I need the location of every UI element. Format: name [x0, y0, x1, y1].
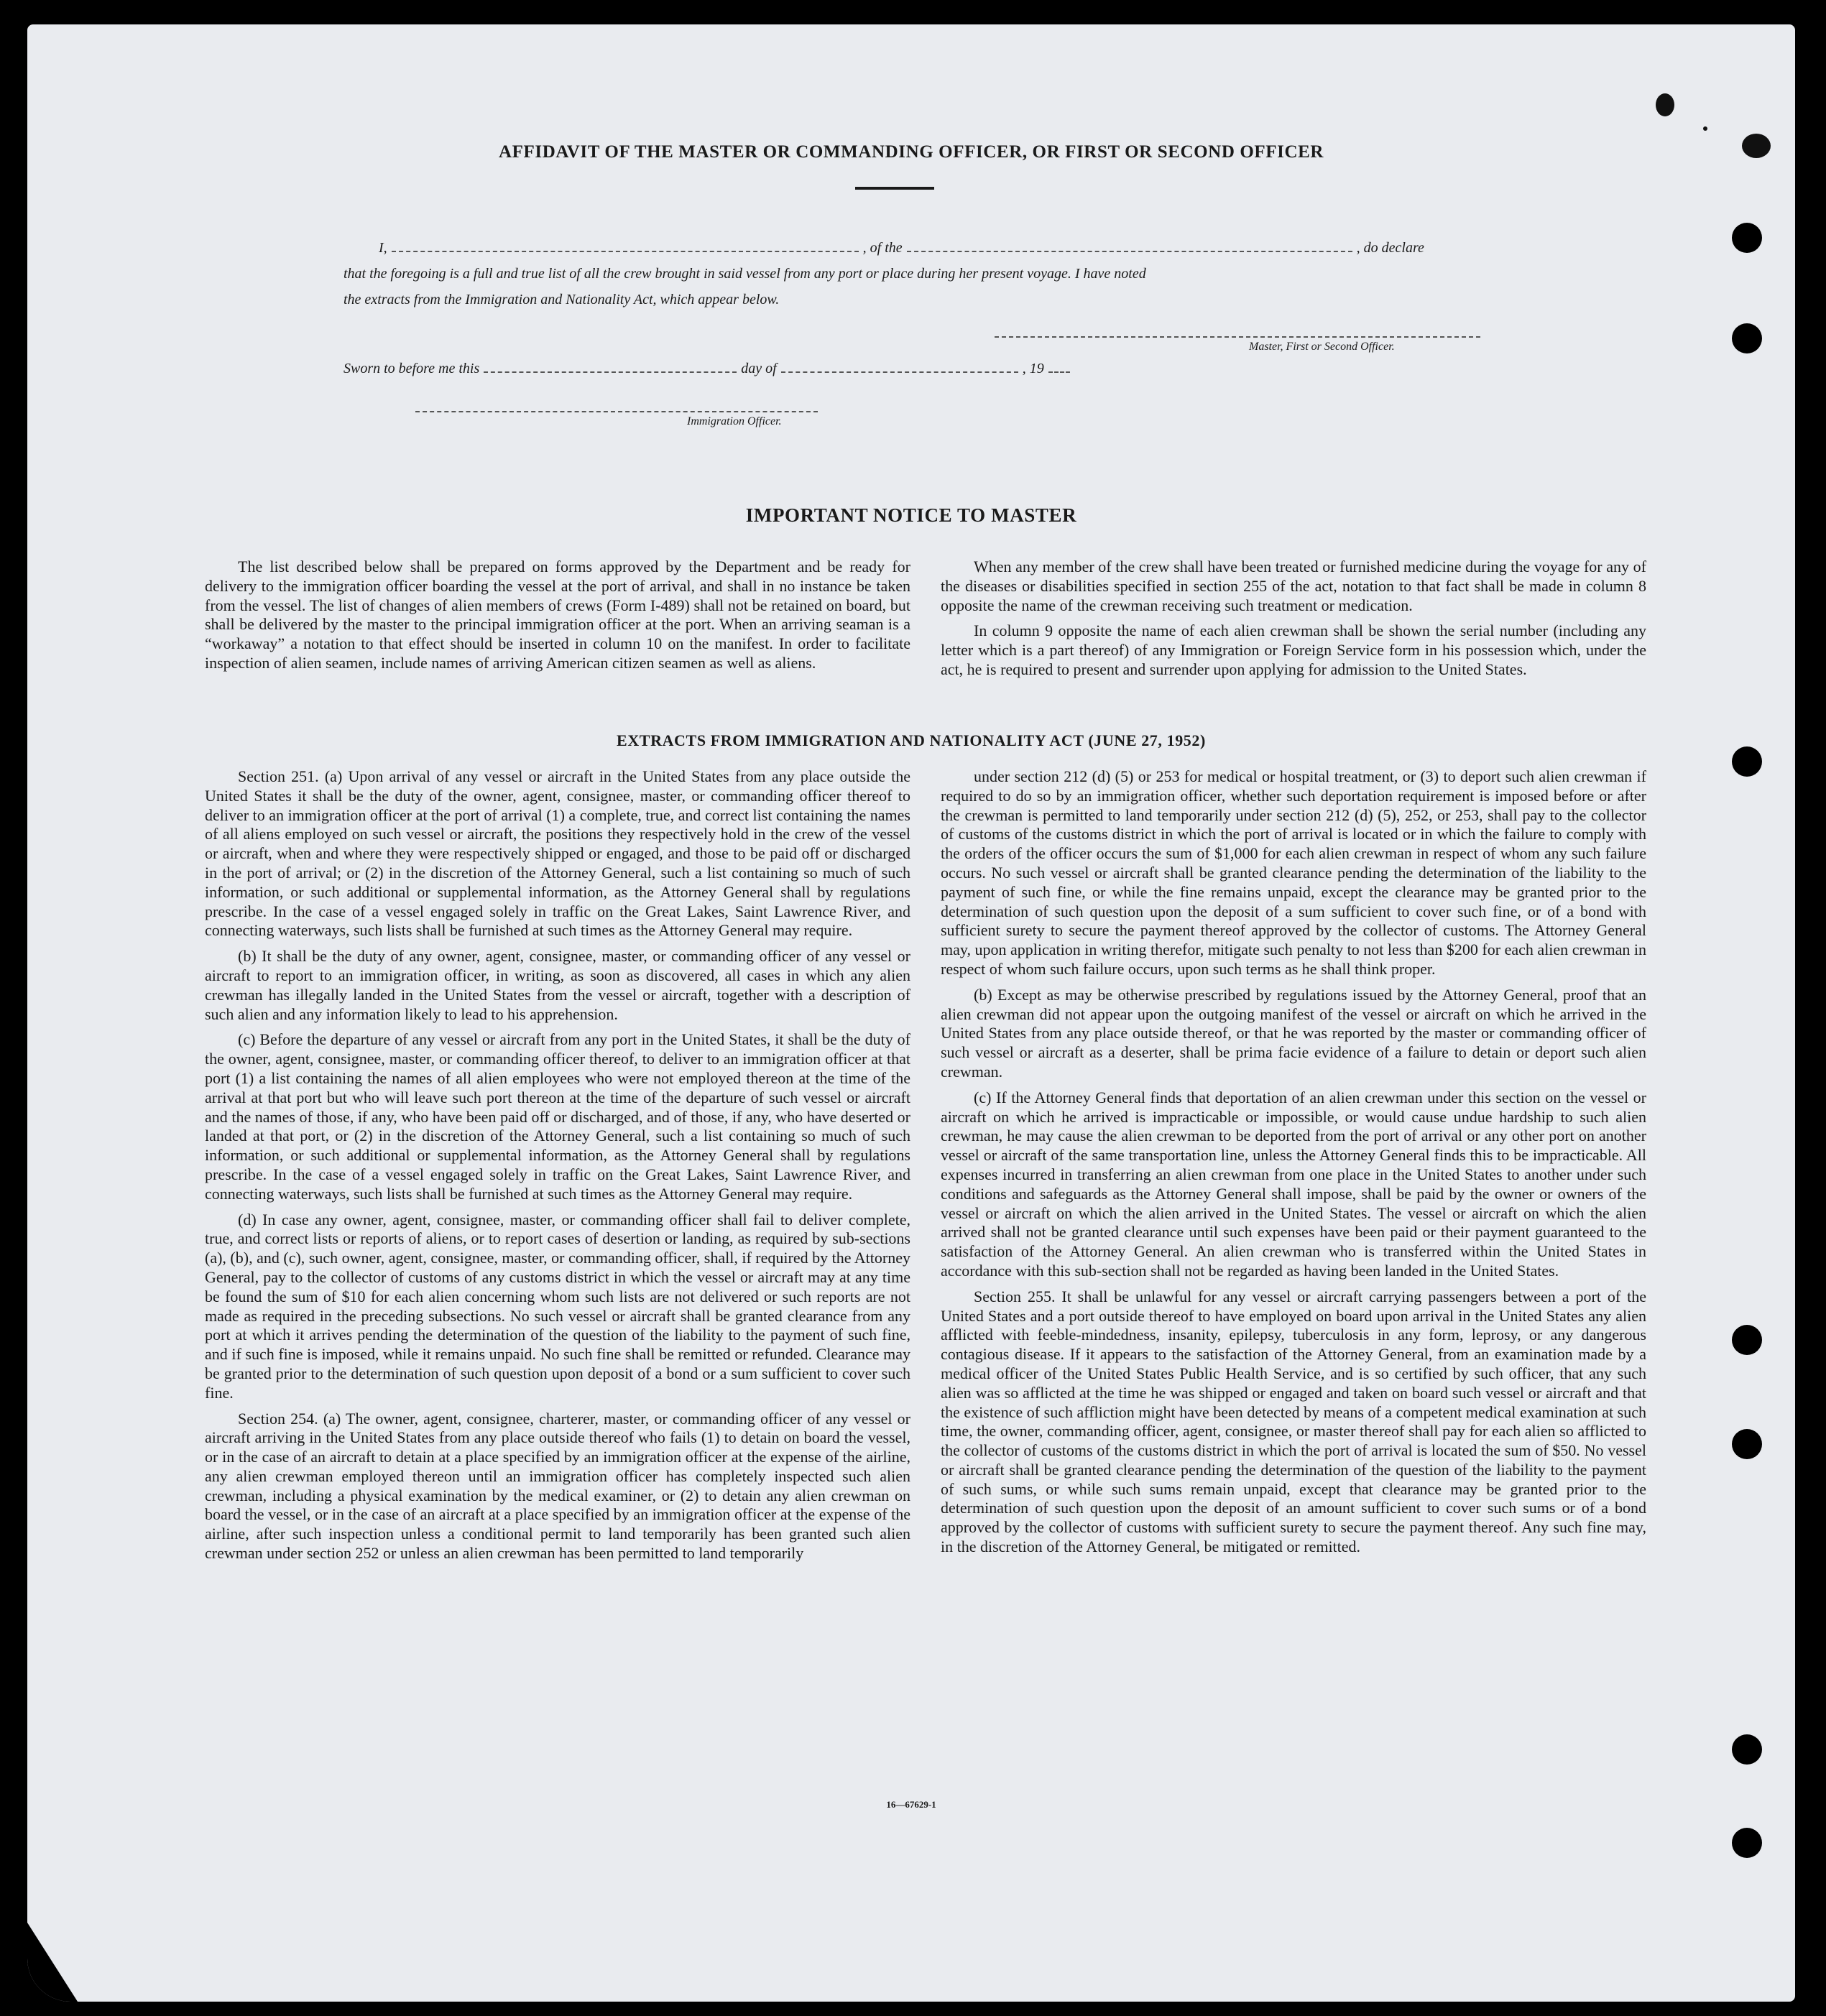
form-code: 16—67629-1 — [886, 1799, 936, 1810]
title-rule — [855, 187, 934, 190]
declaration-text-line-2: that the foregoing is a full and true list of all the crew brought in said vessel from any port or place during her present voyage. I have noted — [343, 266, 1146, 282]
notice-left-column — [205, 558, 910, 680]
declaration-text-line-3: the extracts from the Immigration and Nationality Act, which appear below. — [343, 292, 780, 308]
ink-speck — [1656, 93, 1674, 116]
extract-paragraph: Section 251. (a) Upon arrival of any vessel or aircraft in the United States from any place outside the United States it shall be the duty of the owner, agent, consignee, master, or commanding officer thereof to deliver to an immigration officer at the port of arrival (1) a complete, true, and correct list containing the names of all aliens employed on such vessel or aircraft, the positions they respectively hold in the crew of the vessel or aircraft, when and where they were respectively shipped or engaged, and those to be paid off or discharged in the port of arrival; or (2) in the discretion of the Attorney General, such a list containing so much of such information, or such additional or supplemental information, as the Attorney General shall by regulations prescribe. In the case of a vessel engaged solely in traffic on the Great Lakes, Saint Lawrence River, and connecting waterways, such lists shall be furnished at such times as the Attorney General may require. — [205, 767, 910, 940]
punch-hole — [1732, 1429, 1762, 1459]
sworn-year-blank[interactable] — [1048, 371, 1070, 373]
punch-hole — [1732, 1828, 1762, 1858]
ink-speck — [1703, 126, 1707, 131]
name-blank[interactable] — [392, 251, 859, 252]
document-page — [27, 24, 1795, 2002]
punch-hole — [1732, 1325, 1762, 1355]
vessel-blank[interactable] — [907, 251, 1352, 252]
officer-signature-line[interactable] — [415, 411, 818, 412]
sworn-day-blank[interactable] — [484, 371, 737, 373]
punch-hole — [1732, 323, 1762, 353]
sworn-line: Sworn to before me this day of , 19 — [343, 361, 1074, 377]
extracts-right-column — [941, 767, 1646, 1563]
master-signature-line[interactable] — [995, 336, 1480, 338]
notice-paragraph: The list described below shall be prepared on forms approved by the Department and be ready for delivery to the immigration officer boarding the vessel at the port of arrival, and shall in no instance be taken from the vessel. The list of changes of alien members of crews (Form I-489) shall not be retained on board, but shall be delivered by the master to the principal immigration officer at the port. When an arriving seaman is a “workaway” a notation to that effect should be inserted in column 10 on the manifest. In order to facilitate inspection of alien seamen, include names of arriving American citizen seamen as well as aliens. — [205, 558, 910, 672]
notice-paragraph: In column 9 opposite the name of each alien crewman shall be shown the serial number (including any letter which is a part thereof) of any Immigration or Foreign Service form in his possession which, under the act, he is required to present and surrender upon applying for admission to the United States. — [941, 621, 1646, 678]
punch-hole — [1732, 223, 1762, 253]
torn-corner — [27, 1923, 78, 2002]
extract-paragraph: Section 254. (a) The owner, agent, consignee, charterer, master, or commanding officer of any vessel or aircraft arriving in the United States from any place outside thereof who fails (1) to detain on board the vessel, or in the case of an aircraft to detain at a place specified by an immigration officer at the expense of the airline, any alien crewman employed thereon until an immigration officer has completely inspected such alien crewman, including a physical examination by the medical examiner, or (2) to detain any alien crewman on board the vessel, or in the case of an aircraft at a place specified by an immigration officer at the expense of the airline, after such inspection unless a conditional permit to land temporarily has been granted such alien crewman under section 252 or unless an alien crewman has been permitted to land temporarily — [205, 1409, 910, 1563]
extract-paragraph: (d) In case any owner, agent, consignee, master, or commanding officer shall fail to deliver complete, true, and correct lists or reports of aliens, or to report cases of desertion or landing, as required by sub-sections (a), (b), and (c), such owner, agent, consignee, master, or commanding officer, shall, if required by the Attorney General, pay to the collector of customs of any customs district in which the vessel or aircraft may at any time be found the sum of $10 for each alien concerning whom such lists are not delivered or such reports are not made as required in the preceding subsections. No such vessel or aircraft shall be granted clearance from any port at which it arrives pending the determination of the question of the liability to the payment of such fine, and if such fine is imposed, while it remains unpaid. No such fine shall be remitted or refunded. Clearance may be granted prior to the determination of such question upon deposit of a bond or a sum sufficient to cover such fine. — [205, 1210, 910, 1402]
punch-hole — [1732, 746, 1762, 777]
affidavit-title: AFFIDAVIT OF THE MASTER OR COMMANDING OFFICER, OR FIRST OR SECOND OFFICER — [498, 142, 1324, 162]
extract-paragraph: (c) Before the departure of any vessel or aircraft from any port in the United States, it shall be the duty of the owner, agent, consignee, master, or commanding officer thereof, to deliver to an immigration officer at that port (1) a list containing the names of all alien employees who were not employed thereon at the time of the arrival at that port but who will leave such port thereon at the time of the departure of such vessel or aircraft and the names of those, if any, who have been paid off or discharged, and of those, if any, who have deserted or landed at that port, or (2) in the discretion of the Attorney General, such a list containing so much of such information, or such additional or supplemental information, as the Attorney General shall by regulations prescribe. In the case of a vessel engaged solely in traffic on the Great Lakes, Saint Lawrence River, and connecting waterways, such lists shall be furnished at such times as the Attorney General may require. — [205, 1030, 910, 1203]
extracts-title: EXTRACTS FROM IMMIGRATION AND NATIONALITY ACT (JUNE 27, 1952) — [617, 731, 1206, 749]
declaration-line: I, , of the , do declare — [379, 240, 1424, 256]
officer-signature-label: Immigration Officer. — [687, 415, 782, 427]
extracts-left-column — [205, 767, 910, 1570]
punch-hole — [1732, 1734, 1762, 1765]
sworn-month-blank[interactable] — [781, 371, 1018, 373]
extract-paragraph: under section 212 (d) (5) or 253 for medical or hospital treatment, or (3) to deport such alien crewman if required to do so by an immigration officer, whether such deportation requirement is imposed before or after the crewman is permitted to land temporarily under section 212 (d) (5), 252, or 253, shall pay to the collector of customs of the customs district in which the port of arrival is located or in which the failure to comply with the orders of the officer occurs the sum of $1,000 for each alien crewman in respect of whom any such failure occurs. No such vessel or aircraft shall be granted clearance pending the determination of the liability to the payment of such fine, or while the fine remains unpaid, except the clearance may be granted prior to the determination of such question upon the deposit of a sum sufficient to cover such fine, or of a bond with sufficient surety to secure the payment thereof approved by the collector of customs. The Attorney General may, upon application in writing therefor, mitigate such penalty to not less than $200 for each alien crewman in respect of whom such failure occurs, upon such terms as he shall think proper. — [941, 767, 1646, 978]
notice-right-column — [941, 558, 1646, 686]
extract-paragraph: (b) It shall be the duty of any owner, agent, consignee, master, or commanding officer of any vessel or aircraft to report to an immigration officer, in writing, as soon as discovered, all cases in which any alien crewman has illegally landed in the United States from the vessel or aircraft, together with a description of such alien and any information likely to lead to his apprehension. — [205, 947, 910, 1023]
notice-title: IMPORTANT NOTICE TO MASTER — [745, 504, 1077, 526]
notice-paragraph: When any member of the crew shall have been treated or furnished medicine during the voyage for any of the diseases or disabilities specified in section 255 of the act, notation to that fact shall be made in column 8 opposite the name of the crewman receiving such treatment or medication. — [941, 558, 1646, 614]
extract-paragraph: Section 255. It shall be unlawful for any vessel or aircraft carrying passengers between a port of the United States and a port outside thereof to have employed on board upon arrival in the United States any alien afflicted with feeble-mindedness, insanity, epilepsy, tuberculosis in any form, leprosy, or any dangerous contagious disease. If it appears to the satisfaction of the Attorney General, from an examination made by a medical officer of the United States Public Health Service, and is so certified by such officer, that any such alien was so afflicted at the time he was shipped or engaged and taken on board such vessel or aircraft and that the existence of such affliction might have been detected by means of a competent medical examination at such time, the owner, commanding officer, agent, consignee, or master thereof shall pay for each alien so afflicted to the collector of customs of the customs district in which the port of arrival is located the sum of $50. No vessel or aircraft shall be granted clearance pending the determination of the question of the liability to the payment of such sums, or while such sums remain unpaid, except that clearance may be granted prior to the determination of such question upon the deposit of an amount sufficient to cover such sums or of a bond approved by the collector of customs with sufficient surety to secure the payment thereof. Any such fine may, in the discretion of the Attorney General, be mitigated or remitted. — [941, 1287, 1646, 1556]
extract-paragraph: (c) If the Attorney General finds that deportation of an alien crewman under this section on the vessel or aircraft on which he arrived is impracticable or impossible, or would cause undue hardship to such alien crewman, he may cause the alien crewman to be deported from the port of arrival or any other port on another vessel or aircraft of the same transportation line, unless the Attorney General finds this to be impracticable. All expenses incurred in transferring an alien crewman from one place in the United States to another under such conditions and safeguards as the Attorney General shall impose, shall be paid by the owner or owners of the vessel or aircraft on which the alien arrived in the United States. The vessel or aircraft on which the alien arrived shall not be granted clearance until such expenses have been paid or their payment guaranteed to the satisfaction of the Attorney General. An alien crewman who is transferred within the United States in accordance with this sub-section shall not be regarded as having been landed in the United States. — [941, 1088, 1646, 1280]
master-signature-label: Master, First or Second Officer. — [1249, 341, 1395, 353]
extract-paragraph: (b) Except as may be otherwise prescribed by regulations issued by the Attorney General, proof that an alien crewman did not appear upon the outgoing manifest of the vessel or aircraft on which he arrived in the United States from any place outside thereof, or that he was reported by the master or commanding officer of such vessel or aircraft as a deserter, shall be prima facie evidence of a failure to detain or deport such alien crewman. — [941, 985, 1646, 1081]
